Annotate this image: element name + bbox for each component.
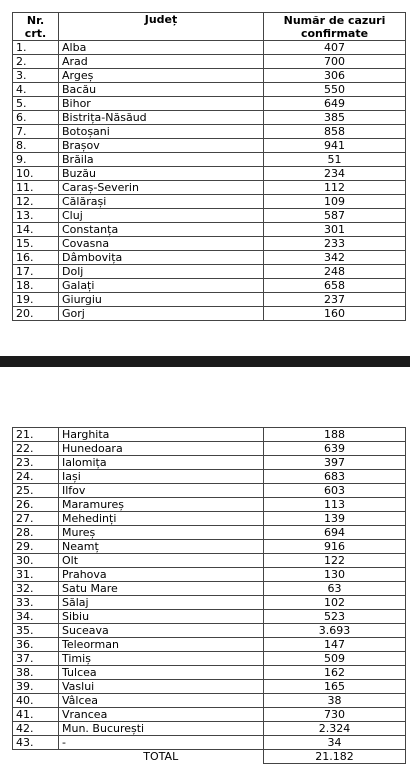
case-count: 916 <box>264 540 406 554</box>
table-row <box>13 624 406 638</box>
table-row <box>13 470 406 484</box>
case-count: 237 <box>264 293 406 307</box>
county-name: Gorj <box>59 307 264 321</box>
row-number: 18. <box>13 279 59 293</box>
county-name: Maramureș <box>59 498 264 512</box>
total-value: 21.182 <box>264 750 406 764</box>
county-name: Mun. București <box>59 722 264 736</box>
table-row <box>13 554 406 568</box>
row-number: 39. <box>13 680 59 694</box>
cases-table-part1 <box>12 12 406 321</box>
county-name: Sălaj <box>59 596 264 610</box>
county-name: Vâlcea <box>59 694 264 708</box>
county-name: Bistrița-Năsăud <box>59 111 264 125</box>
table-body-part1 <box>13 41 406 321</box>
row-number: 34. <box>13 610 59 624</box>
case-count: 233 <box>264 237 406 251</box>
case-count: 587 <box>264 209 406 223</box>
table-row <box>13 428 406 442</box>
table-row <box>13 111 406 125</box>
row-number: 30. <box>13 554 59 568</box>
table-row <box>13 498 406 512</box>
row-number: 8. <box>13 139 59 153</box>
case-count: 694 <box>264 526 406 540</box>
case-count: 160 <box>264 307 406 321</box>
county-name: Alba <box>59 41 264 55</box>
row-number: 25. <box>13 484 59 498</box>
table-row <box>13 237 406 251</box>
county-name: Brăila <box>59 153 264 167</box>
case-count: 139 <box>264 512 406 526</box>
case-count: 162 <box>264 666 406 680</box>
case-count: 3.693 <box>264 624 406 638</box>
table-row <box>13 736 406 750</box>
row-number: 38. <box>13 666 59 680</box>
row-number: 36. <box>13 638 59 652</box>
county-name: Constanța <box>59 223 264 237</box>
county-name: Iași <box>59 470 264 484</box>
header-row <box>13 13 406 41</box>
row-number: 17. <box>13 265 59 279</box>
case-count: 550 <box>264 83 406 97</box>
table-row <box>13 708 406 722</box>
table-row <box>13 195 406 209</box>
county-name: Teleorman <box>59 638 264 652</box>
case-count: 306 <box>264 69 406 83</box>
row-number: 23. <box>13 456 59 470</box>
table-row <box>13 279 406 293</box>
county-name: Bihor <box>59 97 264 111</box>
row-number: 10. <box>13 167 59 181</box>
table-row <box>13 83 406 97</box>
case-count: 38 <box>264 694 406 708</box>
county-name: Tulcea <box>59 666 264 680</box>
table-row <box>13 293 406 307</box>
county-name: Caraș-Severin <box>59 181 264 195</box>
total-blank-cell <box>13 750 59 764</box>
county-name: Hunedoara <box>59 442 264 456</box>
case-count: 700 <box>264 55 406 69</box>
row-number: 41. <box>13 708 59 722</box>
table-row <box>13 680 406 694</box>
row-number: 5. <box>13 97 59 111</box>
row-number: 43. <box>13 736 59 750</box>
case-count: 639 <box>264 442 406 456</box>
county-name: Bacău <box>59 83 264 97</box>
county-name: Covasna <box>59 237 264 251</box>
table-row <box>13 526 406 540</box>
row-number: 28. <box>13 526 59 540</box>
case-count: 941 <box>264 139 406 153</box>
table-row <box>13 596 406 610</box>
case-count: 63 <box>264 582 406 596</box>
county-name: Ialomița <box>59 456 264 470</box>
table-row <box>13 223 406 237</box>
case-count: 523 <box>264 610 406 624</box>
row-number: 42. <box>13 722 59 736</box>
row-number: 29. <box>13 540 59 554</box>
table-row <box>13 484 406 498</box>
county-name: Mehedinți <box>59 512 264 526</box>
row-number: 16. <box>13 251 59 265</box>
header-judet: Județ <box>59 13 264 41</box>
row-number: 1. <box>13 41 59 55</box>
table-row <box>13 638 406 652</box>
row-number: 31. <box>13 568 59 582</box>
row-number: 9. <box>13 153 59 167</box>
row-number: 22. <box>13 442 59 456</box>
county-name: Giurgiu <box>59 293 264 307</box>
county-name: Mureș <box>59 526 264 540</box>
table-row <box>13 153 406 167</box>
row-number: 33. <box>13 596 59 610</box>
row-number: 3. <box>13 69 59 83</box>
table-row <box>13 652 406 666</box>
county-name: Satu Mare <box>59 582 264 596</box>
case-count: 112 <box>264 181 406 195</box>
total-label: TOTAL <box>143 750 179 764</box>
county-name: Argeș <box>59 69 264 83</box>
table-row <box>13 666 406 680</box>
county-name: Suceava <box>59 624 264 638</box>
row-number: 19. <box>13 293 59 307</box>
table-row <box>13 265 406 279</box>
header-cazuri: Număr de cazuri confirmate <box>264 13 406 41</box>
county-name: Brașov <box>59 139 264 153</box>
table-row <box>13 69 406 83</box>
table-row <box>13 125 406 139</box>
case-count: 342 <box>264 251 406 265</box>
row-number: 37. <box>13 652 59 666</box>
row-number: 11. <box>13 181 59 195</box>
row-number: 20. <box>13 307 59 321</box>
case-count: 165 <box>264 680 406 694</box>
table-row <box>13 512 406 526</box>
county-name: Botoșani <box>59 125 264 139</box>
row-number: 14. <box>13 223 59 237</box>
table-row <box>13 307 406 321</box>
row-number: 4. <box>13 83 59 97</box>
case-count: 2.324 <box>264 722 406 736</box>
table-row <box>13 41 406 55</box>
table-row <box>13 540 406 554</box>
row-number: 35. <box>13 624 59 638</box>
table-row <box>13 167 406 181</box>
county-name: Harghita <box>59 428 264 442</box>
county-name: Sibiu <box>59 610 264 624</box>
table-body-part2 <box>13 428 406 750</box>
county-name: Neamț <box>59 540 264 554</box>
case-count: 730 <box>264 708 406 722</box>
row-number: 13. <box>13 209 59 223</box>
county-name: Arad <box>59 55 264 69</box>
table-row <box>13 582 406 596</box>
case-count: 109 <box>264 195 406 209</box>
case-count: 122 <box>264 554 406 568</box>
table-row <box>13 55 406 69</box>
county-name: Prahova <box>59 568 264 582</box>
table-row <box>13 181 406 195</box>
cases-table-part2 <box>12 427 406 764</box>
table-row <box>13 568 406 582</box>
county-name: Dolj <box>59 265 264 279</box>
table-row <box>13 97 406 111</box>
county-name: Olt <box>59 554 264 568</box>
table-row <box>13 722 406 736</box>
row-number: 21. <box>13 428 59 442</box>
table-row <box>13 610 406 624</box>
county-name: - <box>59 736 264 750</box>
row-number: 12. <box>13 195 59 209</box>
table-row <box>13 209 406 223</box>
case-count: 658 <box>264 279 406 293</box>
county-name: Buzău <box>59 167 264 181</box>
row-number: 26. <box>13 498 59 512</box>
header-nr: Nr. crt. <box>13 13 59 41</box>
case-count: 51 <box>264 153 406 167</box>
table-row <box>13 694 406 708</box>
county-name: Vaslui <box>59 680 264 694</box>
case-count: 188 <box>264 428 406 442</box>
row-number: 6. <box>13 111 59 125</box>
page-separator <box>0 356 410 367</box>
case-count: 102 <box>264 596 406 610</box>
county-name: Dâmbovița <box>59 251 264 265</box>
county-name: Galați <box>59 279 264 293</box>
row-number: 32. <box>13 582 59 596</box>
case-count: 407 <box>264 41 406 55</box>
case-count: 603 <box>264 484 406 498</box>
county-name: Vrancea <box>59 708 264 722</box>
county-name: Călărași <box>59 195 264 209</box>
case-count: 234 <box>264 167 406 181</box>
row-number: 2. <box>13 55 59 69</box>
case-count: 130 <box>264 568 406 582</box>
table-row <box>13 251 406 265</box>
table-row <box>13 456 406 470</box>
row-number: 40. <box>13 694 59 708</box>
case-count: 397 <box>264 456 406 470</box>
row-number: 15. <box>13 237 59 251</box>
row-number: 27. <box>13 512 59 526</box>
case-count: 301 <box>264 223 406 237</box>
case-count: 147 <box>264 638 406 652</box>
row-number: 24. <box>13 470 59 484</box>
case-count: 248 <box>264 265 406 279</box>
county-name: Cluj <box>59 209 264 223</box>
county-name: Timiș <box>59 652 264 666</box>
case-count: 113 <box>264 498 406 512</box>
row-number: 7. <box>13 125 59 139</box>
case-count: 509 <box>264 652 406 666</box>
case-count: 683 <box>264 470 406 484</box>
total-row <box>13 750 406 764</box>
table-row <box>13 442 406 456</box>
case-count: 858 <box>264 125 406 139</box>
case-count: 385 <box>264 111 406 125</box>
case-count: 34 <box>264 736 406 750</box>
case-count: 649 <box>264 97 406 111</box>
table-row <box>13 139 406 153</box>
county-name: Ilfov <box>59 484 264 498</box>
